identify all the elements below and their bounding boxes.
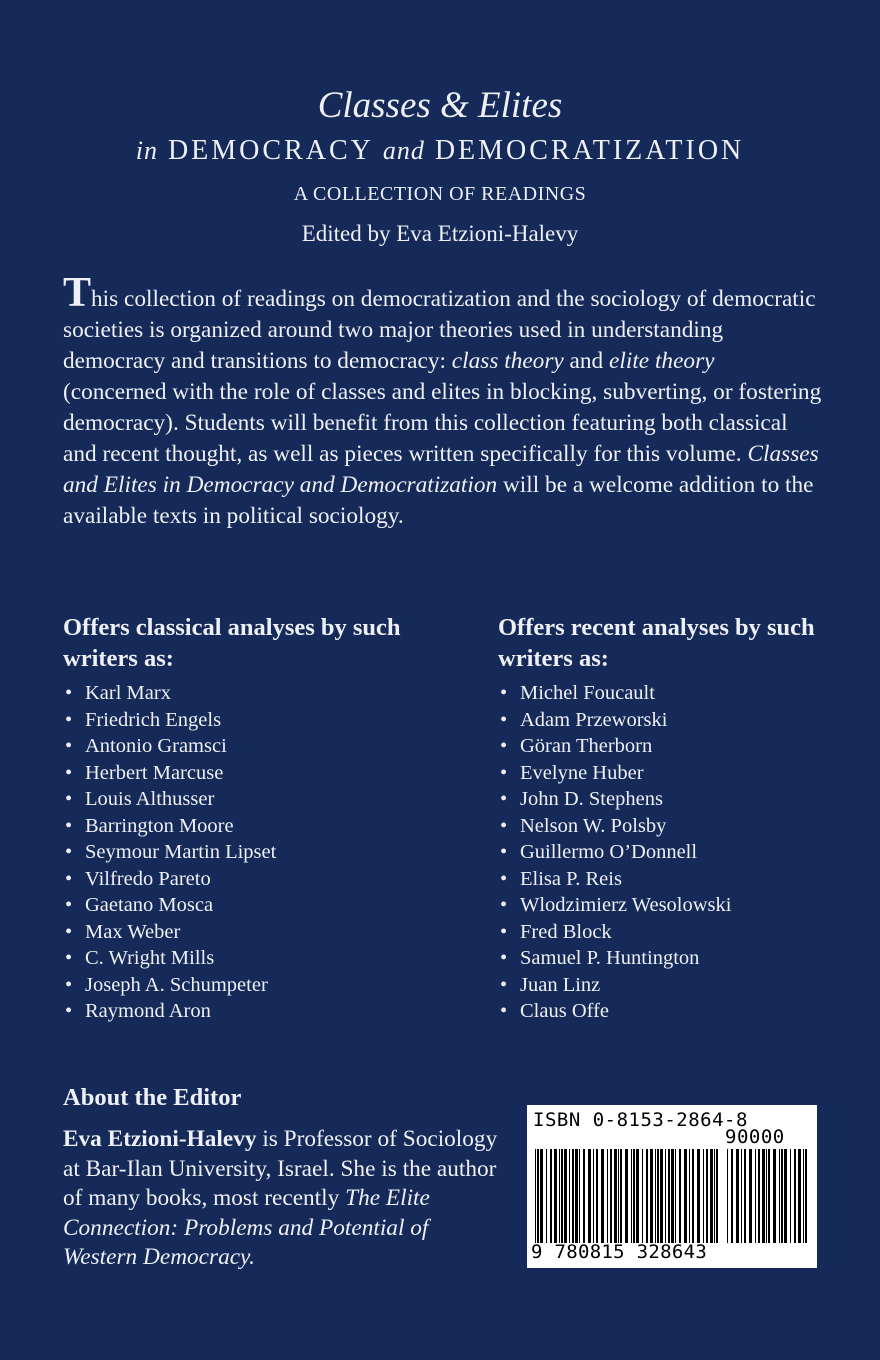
writer-name: Guillermo O’Donnell — [520, 841, 698, 863]
barcode-bar — [749, 1149, 752, 1243]
book-subtitle — [0, 132, 880, 170]
bullet-icon: • — [65, 708, 73, 731]
barcode-bar — [692, 1149, 694, 1243]
barcode-bar — [546, 1149, 547, 1243]
editor-name: Eva Etzioni-Halevy — [63, 1126, 257, 1152]
writer-name: Michel Foucault — [520, 682, 655, 704]
barcode-bar — [596, 1149, 598, 1243]
barcode-bar — [781, 1149, 783, 1243]
barcode-bar — [779, 1149, 780, 1243]
barcode-bar — [697, 1149, 700, 1243]
barcode-bar — [655, 1149, 656, 1243]
addon-barcode-bars — [727, 1149, 809, 1243]
writer-name: Wlodzimierz Wesolowski — [520, 894, 732, 916]
barcode-bar — [575, 1149, 578, 1243]
barcode-bar — [703, 1149, 704, 1243]
bullet-icon: • — [65, 947, 73, 969]
subtitle-democracy: DEMOCRACY — [167, 135, 373, 166]
recent-heading: Offers recent analyses by such writers as: — [498, 614, 815, 672]
barcode-bar — [710, 1149, 713, 1243]
subtitle-and: and — [382, 136, 425, 165]
writer-list-item — [498, 839, 858, 866]
subtitle-democratization: DEMOCRATIZATION — [434, 135, 745, 166]
writer-name: Adam Przeworski — [520, 708, 668, 731]
barcode-bar — [535, 1149, 536, 1243]
ean-digits: 9 780815 328643 — [531, 1241, 708, 1263]
writer-list-item — [63, 839, 423, 866]
writer-name: John D. Stephens — [520, 788, 663, 810]
bullet-icon: • — [500, 814, 508, 837]
barcode-bar — [610, 1149, 612, 1243]
writer-list-item — [498, 786, 858, 813]
barcode-bar — [657, 1149, 659, 1243]
barcode-bar — [537, 1149, 539, 1243]
barcode-bar — [650, 1149, 653, 1243]
writer-name: Herbert Marcuse — [85, 761, 224, 784]
writer-list-item — [498, 998, 858, 1025]
barcode-bar — [716, 1149, 718, 1243]
barcode-bar — [554, 1149, 557, 1243]
classical-writers-column — [63, 612, 423, 1025]
book-title: Classes & Elites — [317, 85, 563, 126]
writer-name: Elisa P. Reis — [520, 867, 622, 890]
barcode-bar — [768, 1149, 770, 1243]
bullet-icon: • — [65, 814, 73, 837]
barcode-bar — [559, 1149, 560, 1243]
barcode-bar — [727, 1149, 728, 1243]
barcode-bar — [564, 1149, 567, 1243]
writer-list-item — [498, 760, 858, 787]
about-editor-heading: About the Editor — [63, 1084, 242, 1111]
writer-list-item — [498, 866, 858, 893]
bullet-icon: • — [500, 682, 508, 704]
classical-writers-list — [63, 680, 423, 1025]
bullet-icon: • — [500, 761, 508, 784]
writer-name: Vilfredo Pareto — [85, 867, 211, 890]
barcode-bar — [790, 1149, 791, 1243]
bullet-icon: • — [500, 920, 508, 943]
barcode-bar — [642, 1149, 643, 1243]
bullet-icon: • — [65, 894, 73, 916]
barcode-bar — [633, 1149, 635, 1243]
writer-name: Claus Offe — [520, 1000, 610, 1022]
barcode-bar — [561, 1149, 563, 1243]
writer-name: Seymour Martin Lipset — [85, 841, 277, 863]
writer-name: Fred Block — [520, 920, 612, 943]
edited-by-line: Edited by Eva Etzioni-Halevy — [301, 221, 579, 246]
drop-cap: T — [63, 270, 92, 316]
writer-list-item — [63, 866, 423, 893]
writer-name: Antonio Gramsci — [85, 735, 227, 757]
writer-name: Raymond Aron — [85, 1000, 211, 1022]
barcode-bar — [665, 1149, 666, 1243]
writer-list-item — [63, 972, 423, 999]
writer-name: Samuel P. Huntington — [520, 947, 700, 969]
isbn-label: ISBN 0-8153-2864-8 — [533, 1109, 748, 1131]
bullet-icon: • — [500, 788, 508, 810]
writer-name: Louis Althusser — [85, 788, 215, 810]
barcode-bar — [689, 1149, 690, 1243]
writer-list-item — [63, 733, 423, 760]
editor-recent-book: The Elite Connection: Problems and Potential of Western Democracy. — [63, 1185, 430, 1270]
barcode-bar — [784, 1149, 787, 1243]
barcode-bar — [540, 1149, 543, 1243]
bullet-icon: • — [65, 841, 73, 863]
recent-writers-list — [498, 680, 858, 1025]
bullet-icon: • — [500, 894, 508, 916]
writer-list-item — [498, 972, 858, 999]
subtitle-in: in — [135, 136, 158, 165]
writer-name: Gaetano Mosca — [85, 894, 214, 916]
writer-list-item — [63, 919, 423, 946]
writer-name: C. Wright Mills — [85, 947, 215, 969]
barcode-bar — [631, 1149, 632, 1243]
writer-name: Max Weber — [85, 920, 181, 943]
writer-list-item — [63, 892, 423, 919]
barcode-bar — [744, 1149, 746, 1243]
barcode-bar — [794, 1149, 796, 1243]
barcode-bar — [668, 1149, 670, 1243]
writer-list-item — [498, 733, 858, 760]
blurb-text-2: (concerned with the role of classes and elites in blocking, subverting, or fostering democracy). Students will benefit from this collection featuring both classical and recent thought, as well as pieces written specifically for this volume. — [63, 379, 822, 467]
barcode-bar — [805, 1149, 807, 1243]
writer-name: Nelson W. Polsby — [520, 814, 667, 837]
bullet-icon: • — [500, 973, 508, 996]
writer-name: Juan Linz — [520, 973, 601, 996]
writer-name: Evelyne Huber — [520, 761, 644, 784]
barcode-bar — [572, 1149, 574, 1243]
barcode-bar — [620, 1149, 622, 1243]
blurb-elite-theory: elite theory — [609, 348, 715, 374]
writer-list-item — [63, 998, 423, 1025]
barcode-bar — [579, 1149, 580, 1243]
barcode-bar — [660, 1149, 663, 1243]
barcode-bar — [636, 1149, 639, 1243]
isbn-barcode — [527, 1105, 817, 1268]
barcode-bar — [798, 1149, 801, 1243]
blurb-book-title: Classes and Elites in Democracy and Democratization — [63, 441, 819, 498]
barcode-bar — [601, 1149, 604, 1243]
bullet-icon: • — [65, 1000, 73, 1022]
barcode-bar — [646, 1149, 648, 1243]
blurb-text-1: his collection of readings on democratization and the sociology of democratic societies is organized around two major theories used in understanding democracy and transitions to democracy: — [63, 286, 816, 374]
barcode-bar — [607, 1149, 608, 1243]
writer-list-item — [63, 680, 423, 707]
writer-list-item — [63, 760, 423, 787]
barcode-bar — [614, 1149, 617, 1243]
barcode-bar — [741, 1149, 742, 1243]
blurb-and: and — [563, 348, 610, 374]
barcode-bar — [758, 1149, 760, 1243]
barcode-bar — [618, 1149, 619, 1243]
barcode-bar — [706, 1149, 708, 1243]
collection-label: A COLLECTION OF READINGS — [293, 183, 587, 205]
writer-list-item — [498, 680, 858, 707]
barcode-bar — [755, 1149, 756, 1243]
bullet-icon: • — [500, 708, 508, 731]
bullet-icon: • — [65, 735, 73, 757]
barcode-bar — [671, 1149, 674, 1243]
bullet-icon: • — [65, 867, 73, 890]
price-code: 90000 — [725, 1126, 785, 1148]
classical-heading: Offers classical analyses by such writers as: — [63, 614, 401, 672]
barcode-bar — [593, 1149, 594, 1243]
barcode-bar — [714, 1149, 715, 1243]
description-paragraph — [63, 270, 823, 532]
blurb-class-theory: class theory — [451, 348, 564, 374]
bullet-icon: • — [500, 867, 508, 890]
writer-list-item — [63, 945, 423, 972]
writer-list-item — [498, 707, 858, 734]
about-text-1: is Professor of Sociology at Bar-Ilan University, Israel. She is the author of many books, most recently — [63, 1126, 498, 1211]
barcode-bar — [684, 1149, 687, 1243]
barcode-bar — [679, 1149, 681, 1243]
bullet-icon: • — [65, 920, 73, 943]
bullet-icon: • — [65, 973, 73, 996]
writer-name: Friedrich Engels — [85, 708, 222, 731]
bullet-icon: • — [65, 788, 73, 810]
ean-barcode-bars — [535, 1149, 721, 1243]
recent-writers-column — [498, 612, 858, 1025]
writer-list-item — [63, 813, 423, 840]
writer-list-item — [63, 786, 423, 813]
bullet-icon: • — [500, 1000, 508, 1022]
barcode-bar — [766, 1149, 767, 1243]
bullet-icon: • — [500, 841, 508, 863]
barcode-bar — [550, 1149, 552, 1243]
writer-list-item — [498, 945, 858, 972]
writer-list-item — [498, 813, 858, 840]
barcode-bar — [731, 1149, 733, 1243]
blurb-text-3: will be a welcome addition to the available texts in political sociology. — [63, 472, 814, 529]
barcode-bar — [625, 1149, 628, 1243]
about-editor-text — [63, 1125, 503, 1273]
barcode-bar — [675, 1149, 676, 1243]
writer-name: Barrington Moore — [85, 814, 234, 837]
bullet-icon: • — [500, 735, 508, 757]
bullet-icon: • — [500, 947, 508, 969]
writer-list-item — [498, 892, 858, 919]
bullet-icon: • — [65, 761, 73, 784]
barcode-bar — [803, 1149, 804, 1243]
writer-list-item — [63, 707, 423, 734]
barcode-bar — [762, 1149, 765, 1243]
writer-name: Göran Therborn — [520, 735, 653, 757]
writer-name: Karl Marx — [85, 682, 171, 704]
barcode-bar — [736, 1149, 739, 1243]
writer-list-item — [498, 919, 858, 946]
barcode-bar — [569, 1149, 570, 1243]
bullet-icon: • — [65, 682, 73, 704]
barcode-bar — [588, 1149, 591, 1243]
writer-name: Joseph A. Schumpeter — [85, 973, 268, 996]
barcode-bar — [583, 1149, 585, 1243]
barcode-bar — [773, 1149, 776, 1243]
